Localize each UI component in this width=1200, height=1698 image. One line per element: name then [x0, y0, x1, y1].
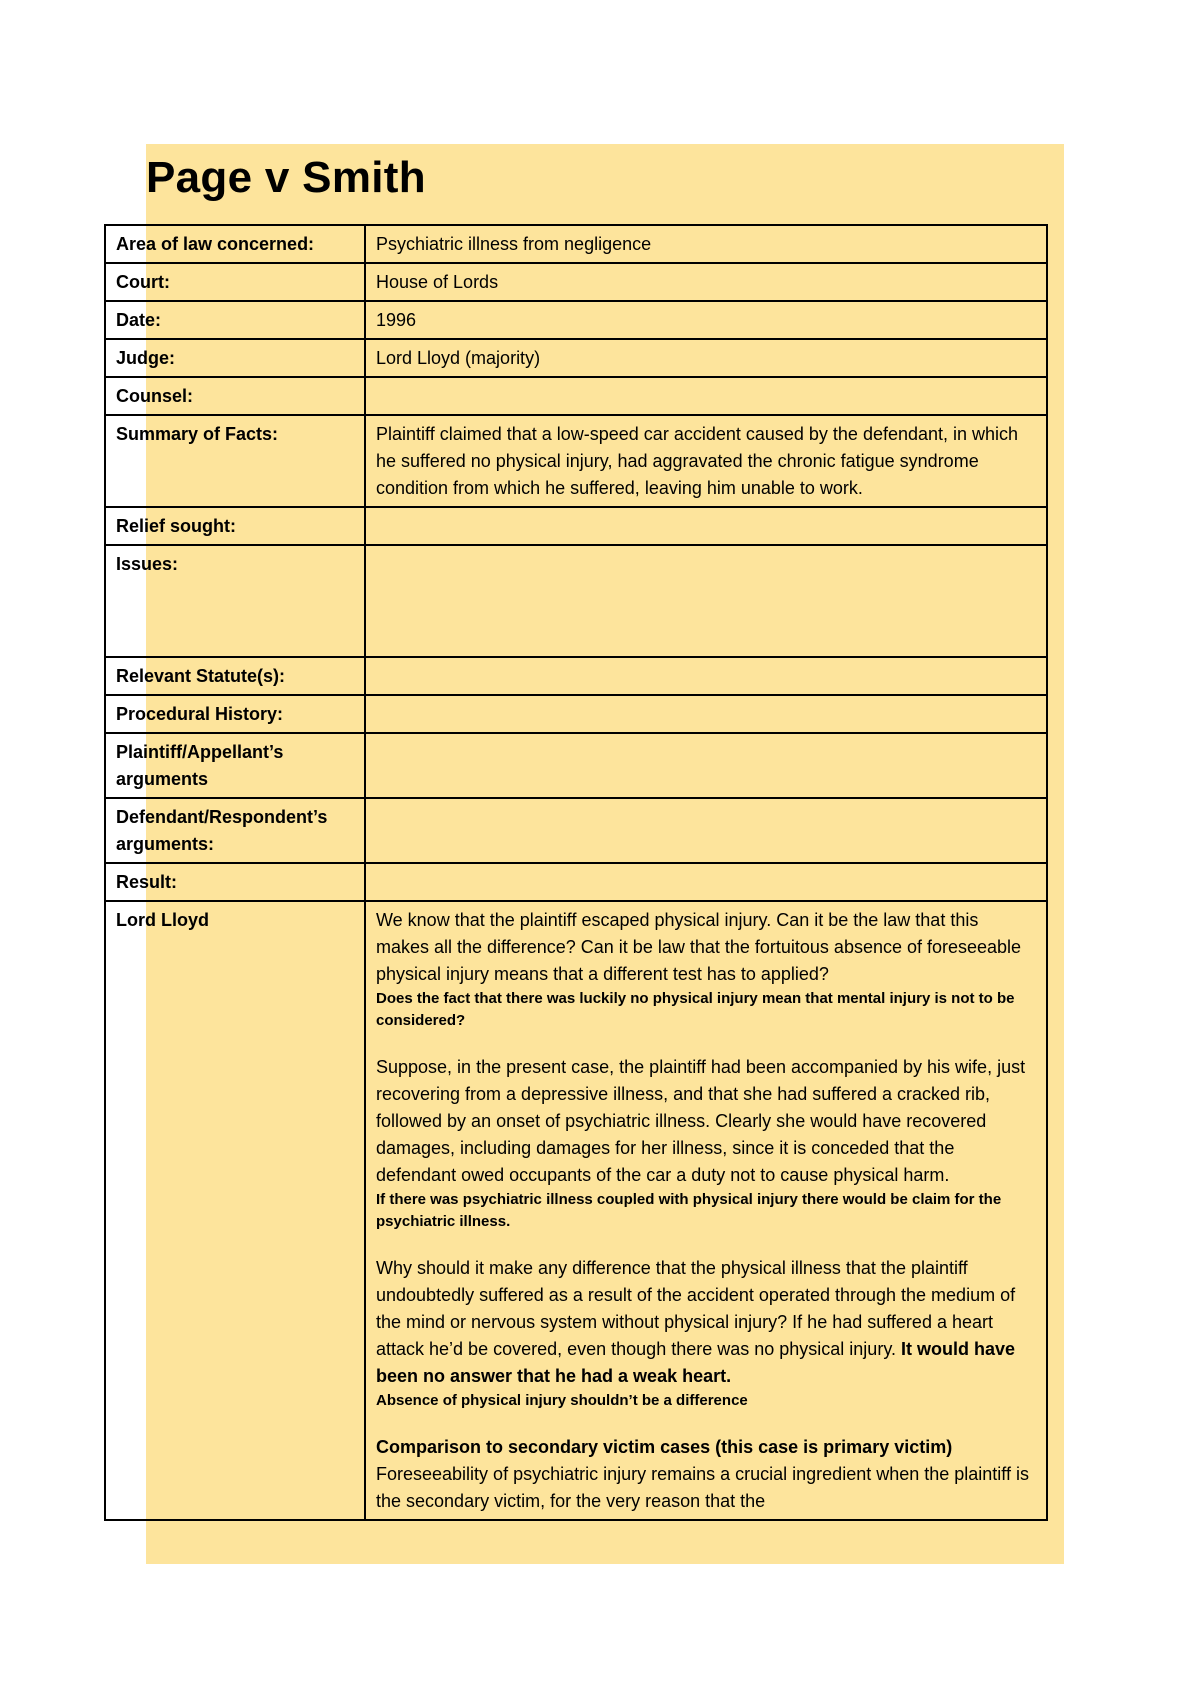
judgment-note: Absence of physical injury shouldn’t be a difference — [376, 1392, 748, 1409]
table-row — [105, 225, 1047, 263]
table-row — [105, 733, 1047, 798]
table-row — [105, 657, 1047, 695]
table-row — [105, 798, 1047, 863]
judgment-note: If there was psychiatric illness coupled with physical injury there would be claim for the psychiatric illness. — [376, 1191, 1002, 1230]
table-row — [105, 507, 1047, 545]
judgment-text: Why should it make any difference that the physical illness that the plaintiff undoubtedly suffered as a result of the accident operated through the medium of the mind or nervous system without physical injury? If he had suffered a heart attack he’d be covered, even though there was no physical injury. — [376, 1258, 1016, 1359]
table-row — [105, 695, 1047, 733]
row-label-defendant-arguments: Defendant/Respondent’s arguments: — [105, 798, 365, 863]
judgment-note: Does the fact that there was luckily no physical injury mean that mental injury is not to be considered? — [376, 990, 1015, 1029]
table-row — [105, 901, 1047, 1520]
row-value-relief-sought — [365, 507, 1047, 545]
row-value-court: House of Lords — [365, 263, 1047, 301]
row-value-judge: Lord Lloyd (majority) — [365, 339, 1047, 377]
table-row — [105, 263, 1047, 301]
row-label-plaintiff-arguments: Plaintiff/Appellant’s arguments — [105, 733, 365, 798]
judgment-paragraph: Suppose, in the present case, the plaintiff had been accompanied by his wife, just recovering from a depressive illness, and that she had suffered a cracked rib, followed by an onset of psychiatric illness. Clearly she would have recovered damages, including damages for her illness, since it is conceded that the defendant owed occupants of the car a duty not to cause physical harm. — [376, 1057, 1026, 1185]
row-label-procedural-history: Procedural History: — [105, 695, 365, 733]
row-value-issues — [365, 545, 1047, 657]
judgment-paragraph: Foreseeability of psychiatric injury remains a crucial ingredient when the plaintiff is the secondary victim, for the very reason that the — [376, 1464, 1029, 1511]
case-brief-table — [104, 224, 1048, 1521]
row-value-area-of-law: Psychiatric illness from negligence — [365, 225, 1047, 263]
judgment-paragraph: We know that the plaintiff escaped physical injury. Can it be the law that this makes all the difference? Can it be law that the fortuitous absence of foreseeable physical injury means that a different test has to applied? — [376, 910, 1022, 984]
table-row — [105, 301, 1047, 339]
row-value-lord-lloyd — [365, 901, 1047, 1520]
row-label-issues: Issues: — [105, 545, 365, 657]
row-value-date: 1996 — [365, 301, 1047, 339]
table-row — [105, 545, 1047, 657]
row-value-relevant-statutes — [365, 657, 1047, 695]
judgment-paragraph — [376, 1255, 1036, 1390]
row-label-summary-of-facts: Summary of Facts: — [105, 415, 365, 507]
judgment-subheading: Comparison to secondary victim cases (this case is primary victim) — [376, 1437, 953, 1457]
row-label-area-of-law: Area of law concerned: — [105, 225, 365, 263]
row-label-relief-sought: Relief sought: — [105, 507, 365, 545]
judgment-emphasis: It would have been no answer that he had a weak heart. — [376, 1339, 1015, 1386]
table-row — [105, 339, 1047, 377]
row-label-lord-lloyd: Lord Lloyd — [105, 901, 365, 1520]
table-row — [105, 863, 1047, 901]
row-value-counsel — [365, 377, 1047, 415]
row-value-plaintiff-arguments — [365, 733, 1047, 798]
row-label-result: Result: — [105, 863, 365, 901]
row-label-counsel: Counsel: — [105, 377, 365, 415]
row-value-result — [365, 863, 1047, 901]
page-title: Page v Smith — [146, 153, 426, 202]
row-value-summary-of-facts: Plaintiff claimed that a low-speed car accident caused by the defendant, in which he suffered no physical injury, had aggravated the chronic fatigue syndrome condition from which he suffered, leaving him unable to work. — [365, 415, 1047, 507]
row-value-defendant-arguments — [365, 798, 1047, 863]
table-row — [105, 377, 1047, 415]
row-label-court: Court: — [105, 263, 365, 301]
row-label-date: Date: — [105, 301, 365, 339]
table-row — [105, 415, 1047, 507]
row-value-procedural-history — [365, 695, 1047, 733]
row-label-judge: Judge: — [105, 339, 365, 377]
row-label-relevant-statutes: Relevant Statute(s): — [105, 657, 365, 695]
